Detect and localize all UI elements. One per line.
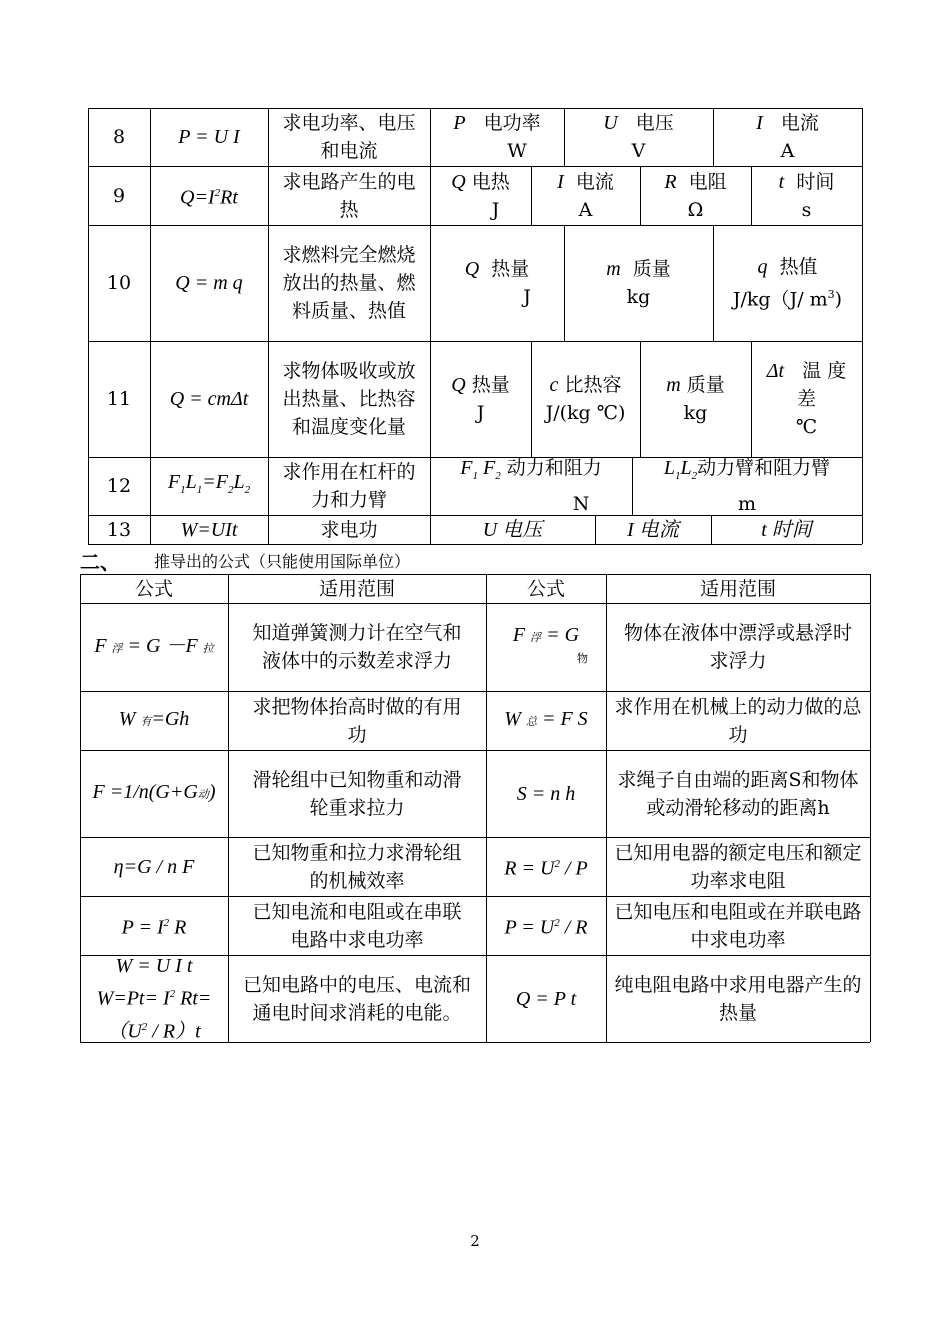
usage-text: 已知电路中的电压、电流和通电时间求消耗的电能。 bbox=[242, 973, 471, 1024]
variable-cell: q 热值 J/kg（J/ $m^3$) bbox=[732, 255, 843, 311]
variable-cell: I 电流 A bbox=[756, 112, 819, 162]
variable-cell: t 时间 s bbox=[778, 170, 835, 221]
variable-cell: $F_1$ $F_2$ 动力和阻力 N bbox=[460, 457, 602, 515]
usage-text: 滑轮组中已知物重和动滑轮重求拉力 bbox=[252, 768, 462, 819]
formula: $Q=I^2Rt$ bbox=[180, 186, 238, 209]
variable-cell: c 比热容 J/(kg ℃) bbox=[545, 374, 626, 424]
row-number: 13 bbox=[106, 518, 132, 541]
section-title: 推导出的公式（只能使用国际单位） bbox=[154, 551, 411, 571]
column-header: 适用范围 bbox=[699, 577, 776, 600]
formula: $R = U^2 / P$ bbox=[504, 857, 588, 880]
column-header: 公式 bbox=[134, 577, 173, 600]
row-number: 9 bbox=[112, 184, 126, 207]
variable-cell: Q 热量 J bbox=[464, 258, 531, 308]
variable-cell: P 电功率 W bbox=[453, 112, 541, 162]
variable-cell: m 质量 kg bbox=[606, 258, 671, 308]
usage-text: 求绳子自由端的距离S和物体或动滑轮移动的距离h bbox=[617, 768, 859, 819]
formula: F 浮 = G 物 bbox=[512, 624, 588, 665]
formula: $P = U^2 / R$ bbox=[504, 916, 588, 939]
usage-text: 已知物重和拉力求滑轮组的机械效率 bbox=[252, 841, 462, 892]
formula: Q = cmΔt bbox=[169, 388, 249, 410]
page-number: 2 bbox=[470, 1232, 480, 1250]
usage-text: 求电功 bbox=[320, 518, 378, 541]
usage-text: 求电功率、电压和电流 bbox=[282, 112, 416, 162]
variable-cell: Q 电热 J bbox=[451, 170, 510, 221]
usage-text: 物体在液体中漂浮或悬浮时求浮力 bbox=[623, 622, 852, 672]
row-number: 8 bbox=[112, 126, 126, 148]
usage-text: 知道弹簧测力计在空气和液体中的示数差求浮力 bbox=[252, 622, 462, 672]
usage-text: 求物体吸收或放出热量、比热容和温度变化量 bbox=[282, 360, 416, 438]
variable-cell: t 时间 bbox=[761, 518, 812, 541]
formula: W=UIt bbox=[180, 518, 238, 541]
usage-text: 已知电压和电阻或在并联电路中求电功率 bbox=[614, 900, 862, 951]
column-header: 适用范围 bbox=[318, 577, 395, 600]
variable-cell: I 电流 A bbox=[557, 170, 614, 221]
usage-text: 求作用在机械上的动力做的总功 bbox=[614, 695, 862, 746]
column-header: 公式 bbox=[526, 577, 565, 600]
usage-text: 求作用在杠杆的力和力臂 bbox=[282, 461, 416, 511]
formula: Q = P t bbox=[515, 987, 577, 1010]
formula: P = U I bbox=[178, 126, 240, 148]
formula: $F_1L_1=F_2L_2$ bbox=[167, 471, 251, 496]
variable-cell: Q 热量 J bbox=[451, 374, 510, 424]
usage-text: 求电路产生的电热 bbox=[282, 170, 416, 221]
row-number: 12 bbox=[106, 475, 132, 497]
formula: Q = m q bbox=[175, 272, 243, 294]
formula: η=G / n F bbox=[113, 855, 195, 878]
variable-cell: U 电压 bbox=[482, 518, 543, 541]
row-number: 11 bbox=[106, 388, 132, 410]
section-number: 二、 bbox=[80, 549, 120, 574]
usage-text: 纯电阻电路中求用电器产生的热量 bbox=[614, 973, 862, 1024]
formula: $P = I^2$ R bbox=[121, 916, 187, 939]
formula: F 浮 = G －F 拉 bbox=[94, 634, 214, 657]
usage-text: 已知电流和电阻或在串联电路中求电功率 bbox=[252, 900, 462, 951]
variable-cell: U 电压 V bbox=[603, 112, 674, 162]
variable-cell: Δt 温 度差 ℃ bbox=[766, 360, 847, 438]
variable-cell: R 电阻 Ω bbox=[664, 170, 727, 221]
formula: F =1/n(G+G动) bbox=[92, 781, 216, 803]
formula: W 总 = F S bbox=[504, 708, 588, 730]
row-number: 10 bbox=[106, 272, 132, 294]
formula: W 有=Gh bbox=[118, 708, 190, 730]
usage-text: 已知用电器的额定电压和额定功率求电阻 bbox=[614, 841, 862, 892]
variable-cell: m 质量 kg bbox=[666, 374, 725, 424]
usage-text: 求把物体抬高时做的有用功 bbox=[252, 695, 462, 746]
variable-cell: $L_1L_2$动力臂和阻力臂 m bbox=[663, 457, 831, 515]
formula: W = U I t $W=Pt= I^2$ Rt= $(U^2 / R)t$ bbox=[96, 954, 212, 1043]
usage-text: 求燃料完全燃烧放出的热量、燃料质量、热值 bbox=[282, 244, 416, 322]
formula: S = n h bbox=[516, 782, 576, 805]
section-heading bbox=[80, 546, 410, 574]
variable-cell: I 电流 bbox=[627, 518, 679, 541]
